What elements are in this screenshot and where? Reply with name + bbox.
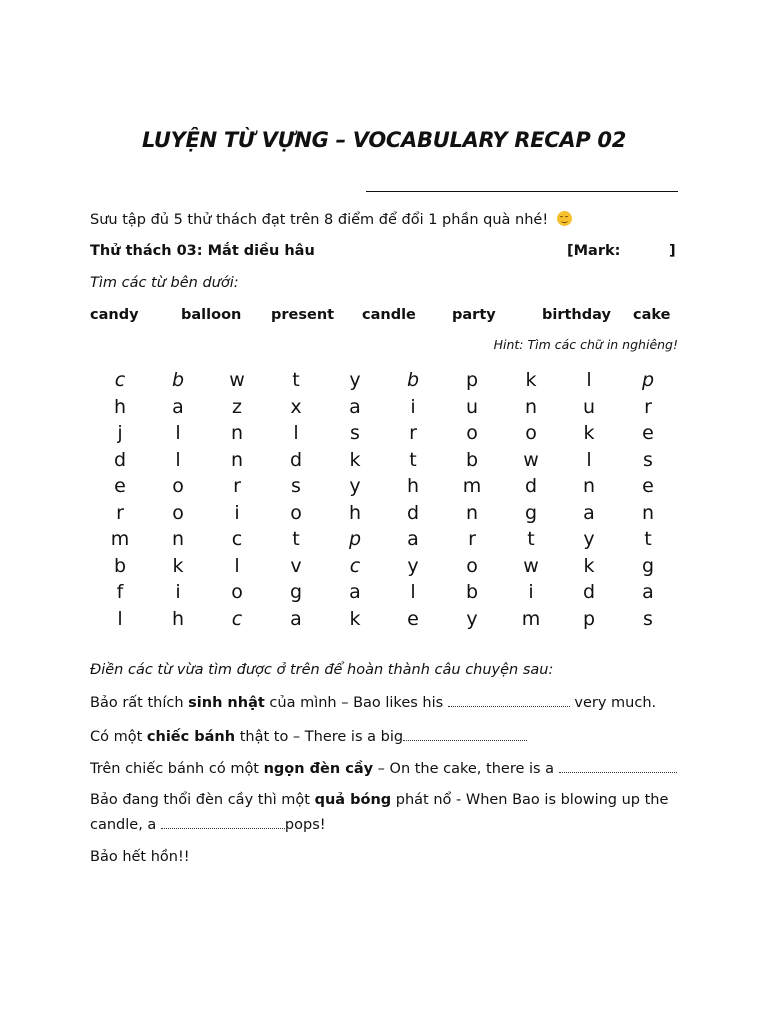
- grid-letter[interactable]: h: [406, 475, 420, 497]
- grid-letter[interactable]: k: [525, 369, 537, 391]
- grid-letter[interactable]: h: [348, 501, 362, 524]
- grid-letter[interactable]: w: [523, 554, 539, 577]
- grid-letter[interactable]: u: [582, 395, 596, 418]
- grid-letter[interactable]: w: [523, 448, 539, 471]
- sentence-keyword: chiếc bánh: [146, 729, 236, 745]
- smiling-face-icon: [557, 211, 572, 226]
- grid-letter[interactable]: l: [117, 607, 123, 630]
- grid-letter[interactable]: o: [172, 475, 184, 497]
- grid-letter[interactable]: x: [290, 395, 302, 418]
- grid-letter[interactable]: t: [527, 528, 535, 550]
- grid-letter[interactable]: n: [171, 528, 185, 550]
- answer-blank[interactable]: [559, 760, 677, 773]
- grid-letter[interactable]: p: [348, 528, 362, 550]
- grid-letter[interactable]: f: [116, 581, 124, 603]
- sentence-text: Có một: [90, 729, 147, 745]
- grid-letter[interactable]: r: [468, 528, 476, 550]
- grid-letter[interactable]: l: [175, 448, 181, 471]
- grid-letter[interactable]: n: [230, 422, 244, 444]
- sentence-keyword: quả bóng: [314, 792, 392, 808]
- grid-letter[interactable]: l: [410, 581, 416, 603]
- sentence-text: candle, a: [90, 817, 161, 833]
- grid-letter[interactable]: k: [349, 607, 361, 630]
- grid-letter[interactable]: y: [583, 528, 595, 550]
- grid-letter[interactable]: k: [349, 448, 361, 471]
- grid-letter[interactable]: d: [582, 581, 596, 603]
- grid-letter[interactable]: b: [406, 369, 420, 391]
- sentence-text: – On the cake, there is a: [373, 761, 559, 777]
- word-item: balloon: [181, 307, 242, 323]
- grid-letter[interactable]: j: [117, 422, 123, 444]
- grid-letter[interactable]: a: [407, 528, 419, 550]
- challenge-title: Thử thách 03: Mắt diều hâu: [90, 243, 315, 259]
- grid-letter[interactable]: a: [349, 581, 361, 603]
- hint-text: Hint: Tìm các chữ in nghiêng!: [493, 337, 678, 352]
- story-sentence: [90, 728, 527, 745]
- grid-letter[interactable]: g: [641, 554, 655, 577]
- grid-letter[interactable]: n: [582, 475, 596, 497]
- answer-blank[interactable]: [403, 728, 527, 741]
- grid-letter[interactable]: a: [290, 607, 302, 630]
- grid-letter[interactable]: i: [528, 581, 534, 603]
- grid-letter[interactable]: o: [290, 501, 302, 524]
- sentence-keyword: sinh nhật: [188, 695, 265, 711]
- grid-letter[interactable]: h: [171, 607, 185, 630]
- grid-letter[interactable]: r: [644, 395, 652, 418]
- grid-letter[interactable]: a: [642, 581, 654, 603]
- grid-letter[interactable]: b: [113, 554, 127, 577]
- grid-letter[interactable]: y: [407, 554, 419, 577]
- grid-letter[interactable]: e: [407, 607, 419, 630]
- grid-letter[interactable]: p: [465, 369, 479, 391]
- grid-letter[interactable]: t: [644, 528, 652, 550]
- sentence-text: Bảo đang thổi đèn cầy thì một: [90, 792, 315, 808]
- grid-letter[interactable]: c: [231, 607, 243, 630]
- grid-letter[interactable]: r: [116, 501, 124, 524]
- sentence-text: phát nổ - When Bao is blowing up the: [391, 792, 669, 808]
- answer-blank[interactable]: [161, 816, 285, 829]
- sentence-text: Trên chiếc bánh có một: [90, 761, 264, 777]
- mark-close-bracket: ]: [669, 243, 676, 259]
- answer-blank[interactable]: [448, 694, 570, 707]
- word-item: cake: [633, 307, 671, 323]
- word-item: candy: [90, 307, 139, 323]
- grid-letter[interactable]: o: [525, 422, 537, 444]
- story-sentence: [90, 694, 656, 711]
- grid-letter[interactable]: y: [349, 475, 361, 497]
- grid-letter[interactable]: g: [289, 581, 303, 603]
- mark-label: [Mark:: [567, 243, 621, 259]
- name-blank-line[interactable]: [366, 191, 678, 192]
- grid-letter[interactable]: d: [113, 448, 127, 471]
- sentence-text: thật to – There is a big: [235, 729, 404, 745]
- grid-letter[interactable]: l: [175, 422, 181, 444]
- grid-letter[interactable]: o: [466, 422, 478, 444]
- grid-letter[interactable]: c: [114, 369, 126, 391]
- grid-letter[interactable]: i: [410, 395, 416, 418]
- grid-letter[interactable]: a: [349, 395, 361, 418]
- grid-letter[interactable]: m: [462, 475, 482, 497]
- grid-letter[interactable]: s: [643, 448, 653, 471]
- grid-letter[interactable]: r: [409, 422, 417, 444]
- grid-letter[interactable]: n: [524, 395, 538, 418]
- grid-letter[interactable]: d: [289, 448, 303, 471]
- story-ending: Bảo hết hồn!!: [90, 849, 190, 865]
- grid-letter[interactable]: l: [586, 369, 592, 391]
- story-sentence: [90, 792, 668, 808]
- grid-letter[interactable]: l: [586, 448, 592, 471]
- sentence-keyword: ngọn đèn cầy: [263, 761, 374, 777]
- find-instruction: Tìm các từ bên dưới:: [90, 275, 239, 291]
- grid-letter[interactable]: l: [293, 422, 299, 444]
- grid-letter[interactable]: s: [643, 607, 653, 630]
- grid-letter[interactable]: r: [233, 475, 241, 497]
- grid-letter[interactable]: l: [234, 554, 240, 577]
- grid-letter[interactable]: n: [230, 448, 244, 471]
- grid-letter[interactable]: h: [113, 395, 127, 418]
- intro-label: Sưu tập đủ 5 thử thách đạt trên 8 điểm để đổi 1 phần quà nhé!: [90, 212, 549, 228]
- grid-letter[interactable]: w: [229, 369, 245, 391]
- grid-letter[interactable]: d: [406, 501, 420, 524]
- word-item: birthday: [542, 307, 611, 323]
- grid-letter[interactable]: t: [409, 448, 417, 471]
- grid-letter[interactable]: k: [583, 554, 595, 577]
- grid-letter[interactable]: a: [583, 501, 595, 524]
- story-sentence-continued: [90, 816, 326, 833]
- sentence-text: Bảo rất thích: [90, 695, 189, 711]
- grid-letter[interactable]: s: [350, 422, 360, 444]
- grid-letter[interactable]: g: [524, 501, 538, 524]
- grid-letter[interactable]: u: [465, 395, 479, 418]
- grid-letter[interactable]: n: [641, 501, 655, 524]
- grid-letter[interactable]: z: [232, 395, 242, 418]
- story-sentence: [90, 760, 677, 777]
- grid-letter[interactable]: e: [642, 422, 654, 444]
- grid-letter[interactable]: y: [466, 607, 478, 630]
- sentence-text: của mình – Bao likes his: [264, 695, 448, 711]
- grid-letter[interactable]: p: [582, 607, 596, 630]
- grid-letter[interactable]: a: [172, 395, 184, 418]
- word-item: candle: [362, 307, 416, 323]
- grid-letter[interactable]: o: [466, 554, 478, 577]
- word-item: party: [452, 307, 496, 323]
- grid-letter[interactable]: y: [349, 369, 361, 391]
- intro-text: [90, 211, 572, 228]
- sentence-text: pops!: [284, 817, 326, 833]
- grid-letter[interactable]: o: [172, 501, 184, 524]
- grid-letter[interactable]: i: [234, 501, 240, 524]
- grid-letter[interactable]: c: [231, 528, 243, 550]
- grid-letter[interactable]: s: [291, 475, 301, 497]
- grid-letter[interactable]: b: [465, 448, 479, 471]
- page-title: LUYỆN TỪ VỰNG – VOCABULARY RECAP 02: [141, 128, 627, 152]
- grid-letter[interactable]: e: [642, 475, 654, 497]
- word-item: present: [271, 307, 335, 323]
- grid-letter[interactable]: m: [110, 528, 130, 550]
- grid-letter[interactable]: o: [231, 581, 243, 603]
- grid-letter[interactable]: t: [292, 369, 300, 391]
- grid-letter[interactable]: v: [290, 554, 302, 577]
- grid-letter[interactable]: p: [641, 369, 655, 391]
- grid-letter[interactable]: n: [465, 501, 479, 524]
- grid-letter[interactable]: b: [465, 581, 479, 603]
- grid-letter[interactable]: d: [524, 475, 538, 497]
- grid-letter[interactable]: m: [521, 607, 541, 630]
- grid-letter[interactable]: e: [114, 475, 126, 497]
- grid-letter[interactable]: k: [172, 554, 184, 577]
- sentence-text: very much.: [569, 695, 657, 711]
- fill-instruction: Điền các từ vừa tìm được ở trên để hoàn thành câu chuyện sau:: [90, 662, 554, 678]
- grid-letter[interactable]: i: [175, 581, 181, 603]
- grid-letter[interactable]: b: [171, 369, 185, 391]
- grid-letter[interactable]: t: [292, 528, 300, 550]
- grid-letter[interactable]: c: [349, 554, 361, 577]
- grid-letter[interactable]: k: [583, 422, 595, 444]
